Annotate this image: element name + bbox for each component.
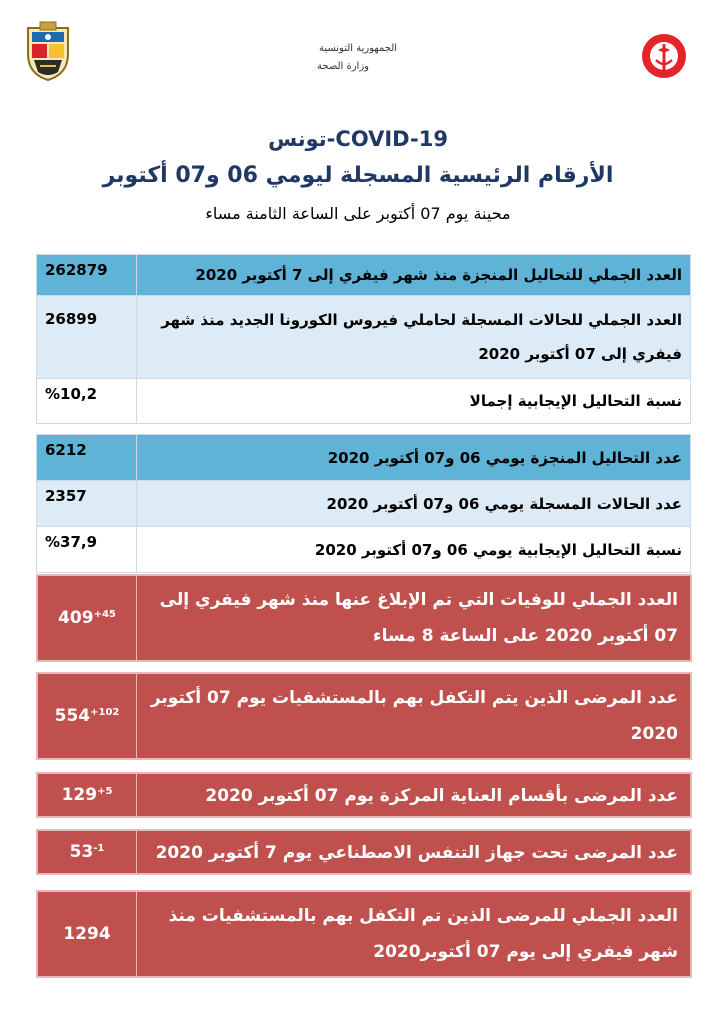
table-row: [37, 481, 691, 527]
table-row: [37, 296, 691, 379]
stat-value: [38, 674, 136, 758]
stat-label: نسبة التحاليل الإيجابية يومي 06 و07 أكتوبر 2020: [137, 527, 691, 573]
cumulative-stats-table: [36, 254, 691, 424]
stat-value: [38, 892, 136, 976]
stat-number: 53: [69, 842, 94, 862]
ministry-heading: [0, 40, 716, 76]
stat-label: عدد المرضى بأقسام العناية المركزة يوم 07 أكتوبر 2020: [136, 774, 690, 816]
stat-label: عدد المرضى الذين يتم التكفل بهم بالمستشفيات يوم 07 أكتوبر 2020: [136, 674, 690, 758]
table-row: [37, 435, 691, 481]
stat-value: [38, 831, 136, 873]
icu-stat-box: [36, 772, 692, 818]
stat-label: عدد التحاليل المنجزة يومي 06 و07 أكتوبر 2020: [137, 435, 691, 481]
stat-delta: -1: [93, 842, 105, 854]
daily-stats-table: [36, 434, 691, 573]
stat-number: 554: [54, 706, 91, 726]
stat-label: العدد الجملي للتحاليل المنجزة منذ شهر فيفري إلى 7 أكتوبر 2020: [137, 255, 691, 296]
stat-label: العدد الجملي للمرضى الذين تم التكفل بهم بالمستشفيات منذ شهر فيفري إلى يوم 07 أكتوبر2020: [136, 892, 690, 976]
stat-label: العدد الجملي للحالات المسجلة لحاملي فيروس الكورونا الجديد منذ شهر فيفري إلى 07 أكتوبر 2020: [137, 296, 691, 379]
stat-delta: +45: [93, 608, 116, 620]
ventilator-stat-box: [36, 829, 692, 875]
stat-number: 409: [58, 608, 94, 628]
header: [0, 0, 716, 100]
stat-label: العدد الجملي للوفيات التي تم الإبلاغ عنها منذ شهر فيفري إلى 07 أكتوبر 2020 على الساعة 8 مساء: [136, 576, 690, 660]
total-hospitalized-stat-box: [36, 890, 692, 978]
hospitalized-stat-box: [36, 672, 692, 760]
title-block: [0, 122, 716, 232]
stat-delta: +102: [90, 706, 120, 718]
table-row: [37, 379, 691, 424]
stat-delta: +5: [97, 785, 113, 797]
stat-label: عدد الحالات المسجلة يومي 06 و07 أكتوبر 2020: [137, 481, 691, 527]
stat-label: عدد المرضى تحت جهاز التنفس الاصطناعي يوم 7 أكتوبر 2020: [136, 831, 690, 873]
stat-value: 2357: [37, 481, 137, 527]
stat-value: [38, 576, 136, 660]
stat-number: 129: [61, 785, 98, 805]
stat-value: 26899: [37, 296, 137, 379]
stat-number: 1294: [63, 924, 111, 944]
ministry-of-health-emblem-icon: [638, 30, 690, 82]
stat-value: %10,2: [37, 379, 137, 424]
table-row: [37, 255, 691, 296]
report-subtitle: الأرقام الرئيسية المسجلة ليومي 06 و07 أكتوبر: [102, 163, 614, 188]
stat-value: 262879: [37, 255, 137, 296]
deaths-stat-box: [36, 574, 692, 662]
table-row: [37, 527, 691, 573]
stat-value: 6212: [37, 435, 137, 481]
stat-value: [38, 774, 136, 816]
stat-value: %37,9: [37, 527, 137, 573]
ministry-name: وزارة الصحة: [317, 61, 369, 72]
report-title: COVID-19-تونس: [268, 127, 448, 151]
update-note: محينة يوم 07 أكتوبر على الساعة الثامنة مساء: [205, 204, 511, 223]
country-name: الجمهورية التونسية: [318, 43, 398, 54]
stat-label: نسبة التحاليل الإيجابية إجمالا: [137, 379, 691, 424]
